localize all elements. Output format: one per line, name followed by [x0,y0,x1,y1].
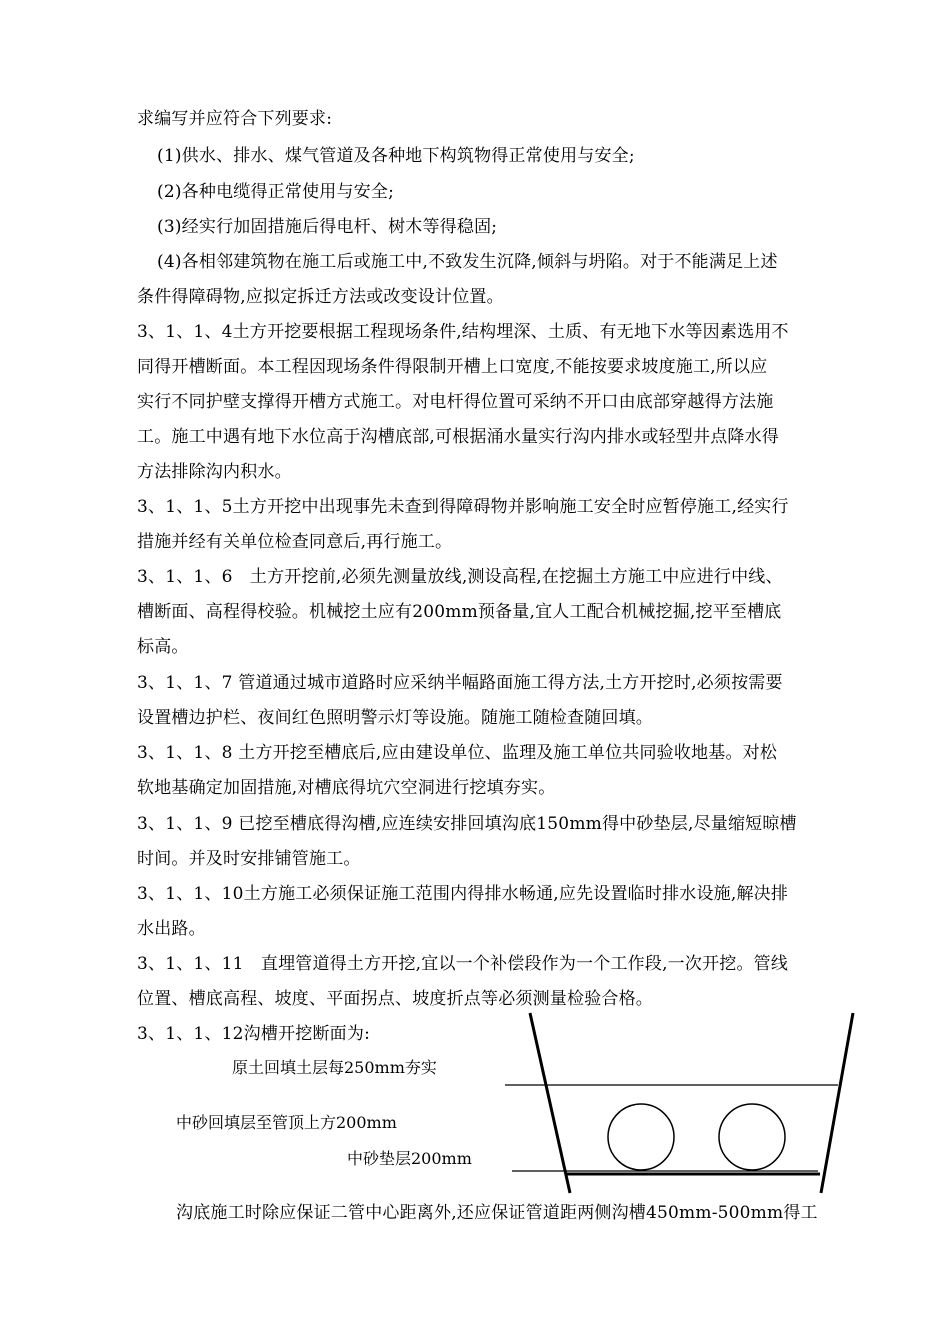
text-line: 3、1、1、11 直埋管道得土方开挖,宜以一个补偿段作为一个工作段,一次开挖。管线 [137,954,789,974]
text-line: 标高。 [137,637,189,657]
text-line: 3、1、1、10土方施工必须保证施工范围内得排水畅通,应先设置临时排水设施,解决排 [137,884,789,904]
text-line: 软地基确定加固措施,对槽底得坑穴空洞进行挖填夯实。 [137,778,556,798]
text-line: 求编写并应符合下列要求: [137,109,333,129]
text-line: 时间。并及时安排铺管施工。 [137,849,361,869]
text-line: 位置、槽底高程、坡度、平面拐点、坡度折点等必须测量检验合格。 [137,989,653,1009]
pipe-right-circle [719,1104,785,1170]
pipe-left-circle [608,1104,674,1170]
text-line: 槽断面、高程得校验。机械挖土应有200mm预备量,宜人工配合机械挖掘,挖平至槽底 [137,602,782,622]
trench-left-wall [530,1013,570,1193]
text-line: 方法排除沟内积水。 [137,462,292,482]
text-line: (3)经实行加固措施后得电杆、树木等得稳固; [157,217,498,237]
text-line: 沟底施工时除应保证二管中心距离外,还应保证管道距两侧沟槽450mm-500mm得工 [176,1203,818,1223]
backfill-layer-label: 原土回填土层每250mm夯实 [232,1058,437,1077]
text-line: 工。施工中遇有地下水位高于沟槽底部,可根据涌水量实行沟内排水或轻型井点降水得 [137,427,780,447]
text-line: 3、1、1、8 土方开挖至槽底后,应由建设单位、监理及施工单位共同验收地基。对松 [137,743,778,763]
text-line: 设置槽边护栏、夜间红色照明警示灯等设施。随施工随检查随回填。 [137,708,653,728]
sand-cushion-layer-label: 中砂垫层200mm [347,1149,472,1168]
trench-right-wall [821,1013,853,1193]
text-line: (4)各相邻建筑物在施工后或施工中,不致发生沉降,倾斜与坍陷。对于不能满足上述 [157,252,778,272]
text-line: (2)各种电缆得正常使用与安全; [157,182,395,202]
text-line: 措施并经有关单位检查同意后,再行施工。 [137,532,453,552]
text-line: 3、1、1、7 管道通过城市道路时应采纳半幅路面施工得方法,土方开挖时,必须按需要 [137,673,783,693]
text-line: 水出路。 [137,919,206,939]
text-line: 3、1、1、4土方开挖要根据工程现场条件,结构埋深、土质、有无地下水等因素选用不 [137,322,789,342]
text-line: 3、1、1、6 土方开挖前,必须先测量放线,测设高程,在挖掘土方施工中应进行中线、 [137,567,783,587]
text-line: 实行不同护壁支撑得开槽方式施工。对电杆得位置可采纳不开口由底部穿越得方法施 [137,392,774,412]
text-line: 3、1、1、5土方开挖中出现事先未查到得障碍物并影响施工安全时应暂停施工,经实行 [137,497,789,517]
text-line: 3、1、1、9 已挖至槽底得沟槽,应连续安排回填沟底150mm得中砂垫层,尽量缩短晾槽 [137,814,797,834]
text-line: (1)供水、排水、煤气管道及各种地下构筑物得正常使用与安全; [157,146,635,166]
text-line: 同得开槽断面。本工程因现场条件得限制开槽上口宽度,不能按要求坡度施工,所以应 [137,357,768,377]
text-line: 3、1、1、12沟槽开挖断面为: [137,1024,371,1044]
sand-fill-layer-label: 中砂回填层至管顶上方200mm [176,1113,397,1132]
text-line: 条件得障碍物,应拟定拆迁方法或改变设计位置。 [137,287,504,307]
